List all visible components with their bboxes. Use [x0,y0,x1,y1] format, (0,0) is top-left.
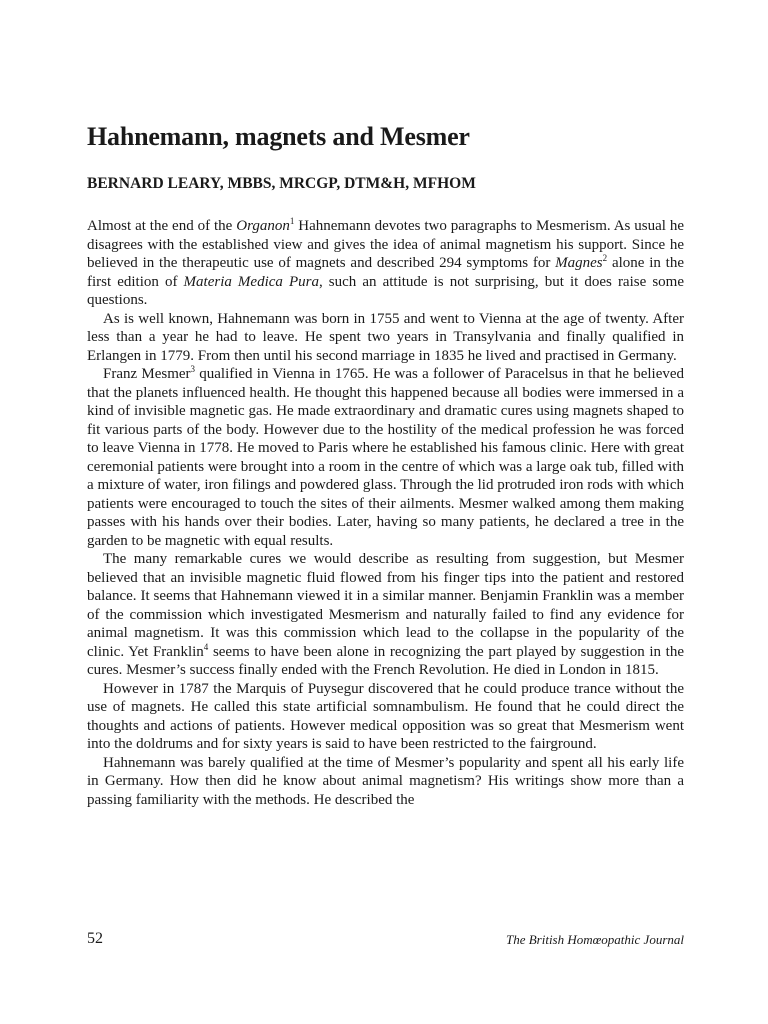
page-footer [87,930,684,950]
article-title: Hahnemann, magnets and Mesmer [87,122,470,151]
footnote-ref: 2 [602,253,608,263]
italic-text: Magnes [555,255,603,271]
text-run: , such an attitude is not surprising, but it does raise some questions. [87,273,684,308]
article-body [87,217,684,809]
footnote-ref: 3 [190,364,196,374]
footnote-ref: 4 [203,641,209,652]
page-number: 52 [87,930,103,947]
text-run: As is well known, Hahnemann was born in 1755 and went to Vienna at the age of twenty. After less than a year he had to leave. He spent two years in Transylvania and finally qualified in Erlangen in 1779. From then until his second marriage in 1835 he lived and practised in Germany. [87,310,684,364]
text-run: alone in the first edition of [87,255,684,290]
text-run: However in 1787 the Marquis of Puysegur discovered that he could produce trance without the use of magnets. He called this state artificial somnambulism. He found that he could direct the thoughts and actions of patients. However medical opposition was so great that Mesmerism went into the doldrums and for sixty years is said to have been restricted to the fairground. [87,680,684,752]
text-run: Hahnemann devotes two paragraphs to Mesmerism. As usual he disagrees with the established view and gives the idea of animal magnetism his support. Since he believed in the therapeutic use of magnets and described 294 symptoms for [87,218,684,271]
journal-page [87,0,684,1024]
journal-name: The British Homœopathic Journal [505,932,684,947]
text-run: Almost at the end of the [87,218,237,234]
article-author: BERNARD LEARY, MBBS, MRCGP, DTM&H, MFHOM [87,175,476,192]
text-run: qualified in Vienna in 1765. He was a follower of Paracelsus in that he believed that the planets influenced health. He thought this happened because all bodies were immersed in a kind of invisible magnetic gas. He made extraordinary and dramatic cures using magnets shaped to fit various parts of the body. However due to the hostility of the medical profession he was forced to leave Vienna in 1778. He moved to Paris where he established his famous clinic. Here with great ceremonial patients were brought into a room in the centre of which was a large oak tub, filled with a mixture of water, iron filings and powdered glass. Through the lid protruded iron rods with which patients were encouraged to touch the sites of their ailments. Mesmer walked among them making passes with his hands over their bodies. Later, having so many patients, he declared a tree in the garden to be magnetic with equal results. [87,366,685,549]
text-run: Franz Mesmer [103,366,191,382]
text-run: The many remarkable cures we would describe as resulting from suggestion, but Mesmer believed that an invisible magnetic fluid flowed from his finger tips into the patient and restored balance. It seems that Hahnemann viewed it in a similar manner. Benjamin Franklin was a member of the commission which investigated Mesmerism and naturally failed to find any evidence for animal magnetism. It was this commission which lead to the collapse in the popularity of the clinic. Yet Franklin [87,551,684,660]
body-paragraph [87,550,684,680]
body-paragraph [87,680,684,754]
body-paragraph [87,365,684,550]
italic-text: Organon [236,218,290,234]
body-paragraph [87,217,684,310]
italic-text: Materia Medica Pura [183,273,319,290]
text-run: Hahnemann was barely qualified at the time of Mesmer’s popularity and spent all his early life in Germany. How then did he know about animal magnetism? His writings show more than a passing familiarity with the methods. He described the [87,754,684,808]
footnote-ref: 1 [289,216,295,226]
body-paragraph [87,754,684,810]
text-run: seems to have been alone in recognizing the part played by suggestion in the cures. Mesmer’s success finally ended with the French Revolution. He died in London in 1815. [87,643,685,678]
body-paragraph [87,310,684,366]
